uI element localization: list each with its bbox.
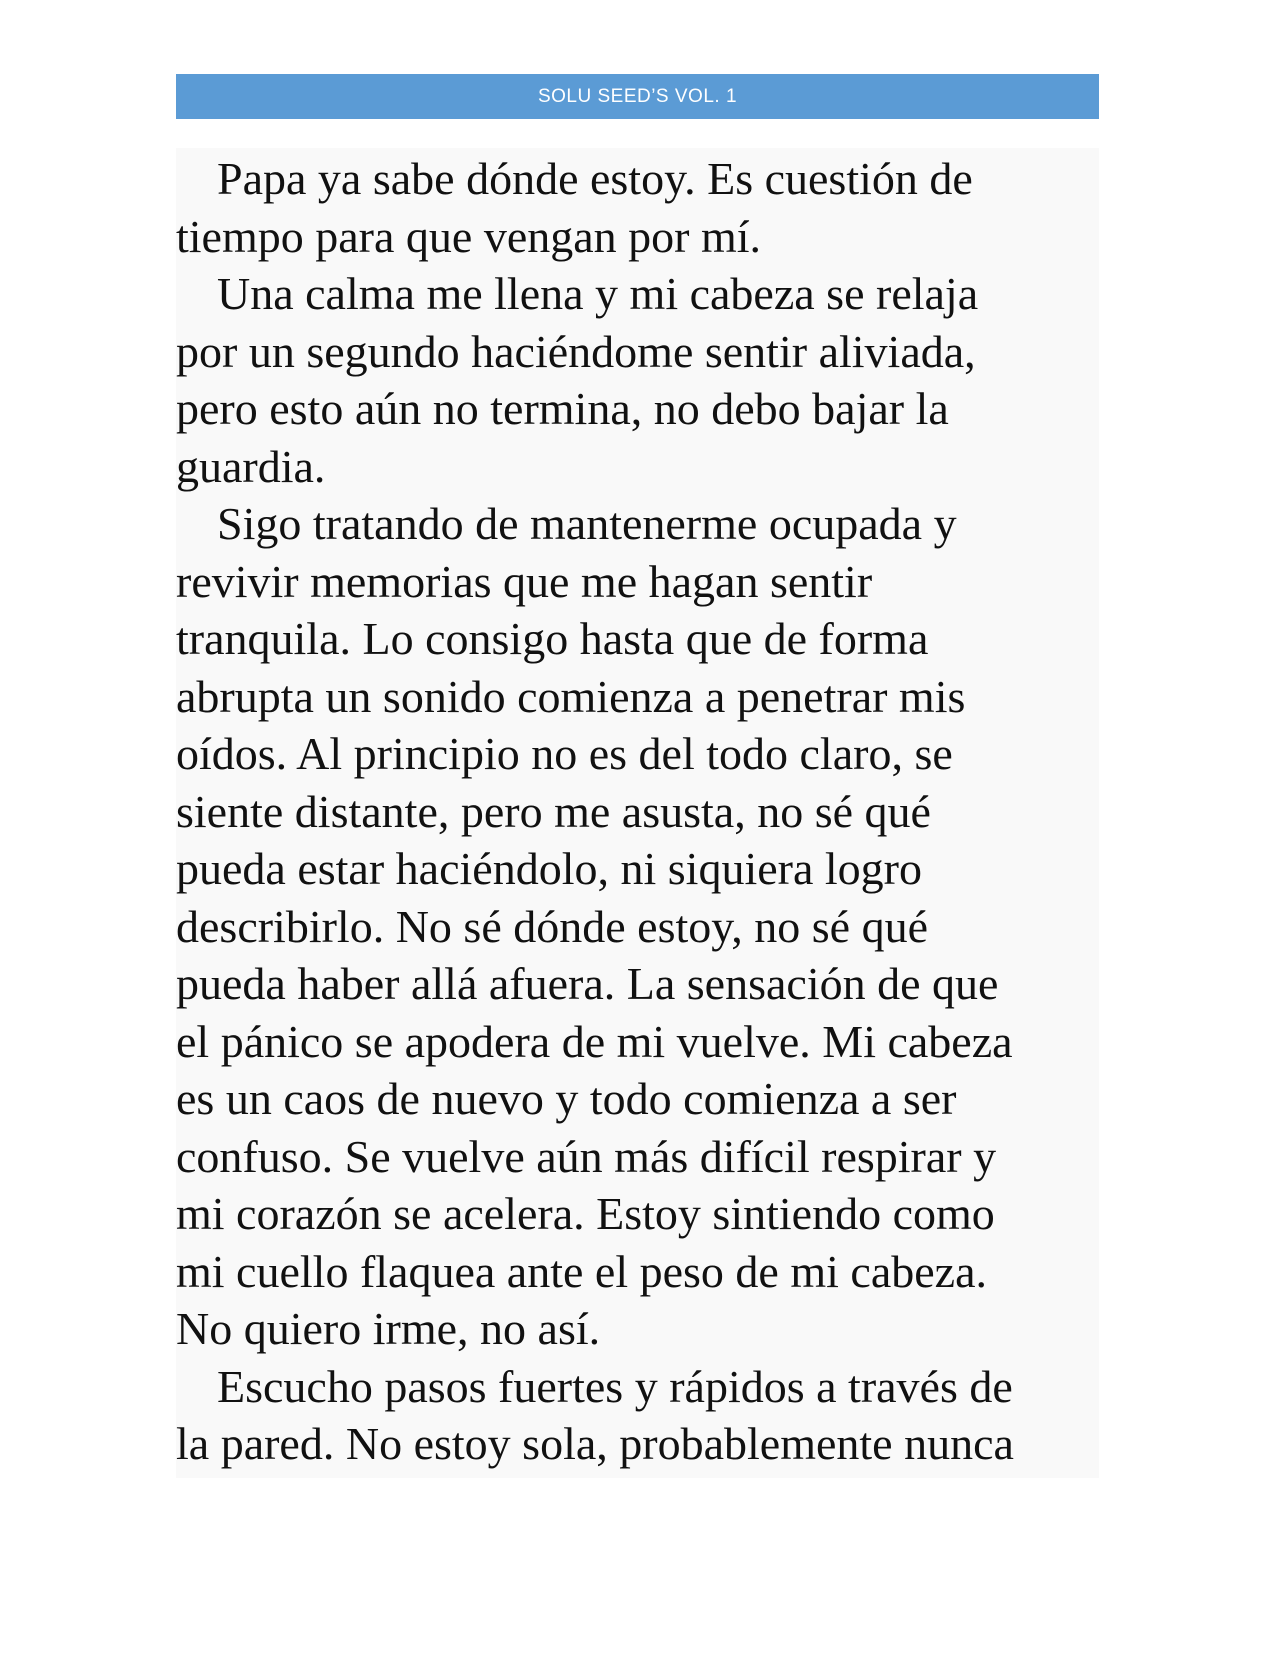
text-line: Una calma me llena y mi cabeza se relaja — [217, 268, 979, 319]
body-text — [176, 150, 1116, 1473]
text-line: tiempo para que vengan por mí. — [176, 210, 762, 262]
text-line: pero esto aún no termina, no debo bajar la — [176, 383, 949, 434]
text-line: guardia. — [176, 440, 326, 492]
text-line: pueda haber allá afuera. La sensación de que — [176, 958, 999, 1009]
text-line: es un caos de nuevo y todo comienza a ser — [176, 1073, 957, 1124]
text-line: describirlo. No sé dónde estoy, no sé qué — [176, 900, 929, 952]
text-line: mi cuello flaquea ante el peso de mi cabeza. — [176, 1245, 987, 1297]
text-line: abrupta un sonido comienza a penetrar mis — [176, 670, 966, 722]
text-line: el pánico se apodera de mi vuelve. Mi cabeza — [176, 1015, 1013, 1067]
text-line: Sigo tratando de mantenerme ocupada y — [217, 498, 957, 549]
text-line: por un segundo haciéndome sentir aliviada, — [176, 325, 976, 377]
text-line: la pared. No estoy sola, probablemente nunca — [176, 1418, 1014, 1469]
text-line: oídos. Al principio no es del todo claro, se — [176, 728, 953, 779]
text-line: siente distante, pero me asusta, no sé qué — [176, 785, 931, 837]
text-line: pueda estar haciéndolo, ni siquiera logro — [176, 843, 922, 894]
text-line: tranquila. Lo consigo hasta que de forma — [176, 613, 929, 664]
text-line: confuso. Se vuelve aún más difícil respirar y — [176, 1130, 997, 1182]
text-line: No quiero irme, no así. — [176, 1303, 601, 1354]
text-line: Escucho pasos fuertes y rápidos a través de — [217, 1360, 1013, 1412]
text-line: mi corazón se acelera. Estoy sintiendo como — [176, 1188, 995, 1239]
text-line: Papa ya sabe dónde estoy. Es cuestión de — [217, 153, 973, 204]
header-title: SOLU SEED’S VOL. 1 — [537, 85, 738, 107]
running-header — [176, 74, 1099, 119]
text-line: revivir memorias que me hagan sentir — [176, 555, 873, 607]
